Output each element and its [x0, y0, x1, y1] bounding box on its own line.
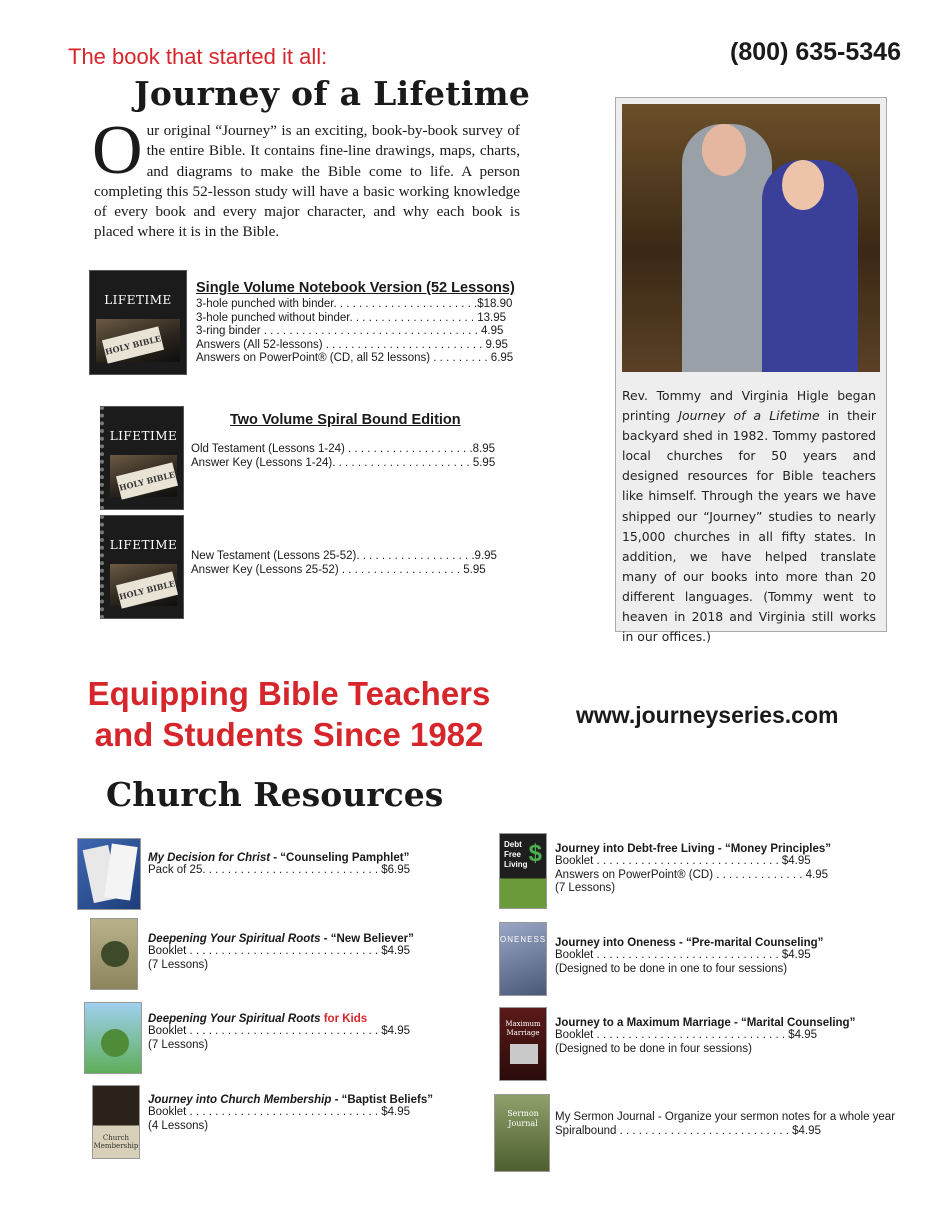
maximum-marriage-thumbnail: Maximum Marriage	[499, 1007, 547, 1081]
price-line: 3-hole punched without binder. . . . . . . . . . . . . . . . . . . . 13.95	[196, 311, 507, 324]
old-testament-cover	[100, 406, 184, 510]
price-line: Answer Key (Lessons 25-52) . . . . . . . . . . . . . . . . . . . 5.95	[191, 563, 486, 576]
price-line: 3-hole punched with binder. . . . . . . . . . . . . . . . . . . . . . .$18.90	[196, 298, 513, 310]
intro-text: ur original “Journey” is an exciting, book-by-book survey of the entire Bible. It contains fine-line drawings, maps, charts, and diagrams to make the Bible come to life. A person completing this 52-lesson study will have a basic working knowledge of every book and every major character, and why each book is placed where it is in the Bible.	[94, 122, 520, 241]
website-url[interactable]: www.journeyseries.com	[576, 702, 839, 728]
single-volume-title: Single Volume Notebook Version (52 Lessons)	[196, 280, 515, 296]
price-line: New Testament (Lessons 25-52). . . . . . . . . . . . . . . . . . .9.95	[191, 550, 497, 562]
cover-title: LIFETIME	[109, 429, 178, 443]
cover-badge: HOLY BIBLE	[116, 571, 178, 608]
sermon-journal-thumbnail: Sermon Journal	[494, 1094, 550, 1172]
phone-number: (800) 635-5346	[730, 38, 901, 66]
roots-kids-thumbnail	[84, 1002, 142, 1074]
single-volume-pricing	[196, 280, 534, 366]
cover-badge: HOLY BIBLE	[102, 326, 164, 363]
price-line: Answer Key (Lessons 1-24). . . . . . . . . . . . . . . . . . . . . . 5.95	[191, 456, 496, 469]
new-testament-pricing	[191, 550, 497, 577]
drop-cap: O	[92, 112, 143, 189]
founders-caption: Rev. Tommy and Virginia Higle began printing Journey of a Lifetime in their backyard shed in 1982. Tommy pastored local churches for 50 years and designed resources for Bible teachers like himself. Through the years we have shipped our “Journey” studies to nearly 15,000 churches in all fifty states. In addition, we have helped translate many of our books into more than 20 different languages. (Tommy went to heaven in 2018 and Virginia still works in our offices.)	[622, 388, 876, 645]
founders-photo	[622, 104, 880, 372]
resource-item: My Decision for Christ - “Counseling Pamphlet” Pack of 25. . . . . . . . . . . . . . . . . . . . . . . . . . . . $6.95	[148, 852, 411, 876]
slogan: Equipping Bible Teachers and Students Since 1982	[87, 675, 491, 753]
debt-free-thumbnail: Debt Free Living $	[499, 833, 547, 909]
tagline: The book that started it all:	[68, 44, 328, 69]
resource-item: Journey to a Maximum Marriage - “Marital Counseling” Booklet . . . . . . . . . . . . . . . . . . . . . . . . . . . . . . $4.95 (Designed to be done in four sessions)	[555, 1017, 856, 1055]
product-title: Journey of a Lifetime	[134, 74, 531, 113]
pamphlet-thumbnail	[77, 838, 141, 910]
roots-thumbnail	[90, 918, 138, 990]
resource-item: Journey into Debt-free Living - “Money Principles” Booklet . . . . . . . . . . . . . . . . . . . . . . . . . . . . . $4.95 Answers on PowerPoint® (CD) . . . . . . . . . . . . . . 4.95 (7 Lessons)	[555, 843, 832, 894]
price-line: Answers on PowerPoint® (CD, all 52 lessons) . . . . . . . . . 6.95	[196, 352, 514, 364]
old-testament-pricing	[191, 443, 495, 470]
cover-title: LIFETIME	[109, 538, 178, 552]
resource-item: My Sermon Journal - Organize your sermon notes for a whole year Spiralbound . . . . . . . . . . . . . . . . . . . . . . . . . . . $4.95	[555, 1111, 896, 1137]
resource-item: Deepening Your Spiritual Roots - “New Believer” Booklet . . . . . . . . . . . . . . . . . . . . . . . . . . . . . . $4.95 (7 Lessons)	[148, 933, 414, 971]
two-volume-title: Two Volume Spiral Bound Edition	[230, 412, 461, 428]
intro-paragraph	[92, 112, 520, 243]
church-membership-thumbnail: Church Membership	[92, 1085, 140, 1159]
new-testament-cover	[100, 515, 184, 619]
oneness-thumbnail: ONENESS	[499, 922, 547, 996]
church-resources-heading: Church Resources	[106, 775, 444, 814]
price-line: 3-ring binder . . . . . . . . . . . . . . . . . . . . . . . . . . . . . . . . . . 4.95	[196, 325, 504, 337]
cover-title: LIFETIME	[104, 293, 172, 307]
resource-item: Deepening Your Spiritual Roots for Kids Booklet . . . . . . . . . . . . . . . . . . . . . . . . . . . . . . $4.95 (7 Lessons)	[148, 1013, 411, 1051]
single-volume-cover	[89, 270, 187, 375]
resource-item: Journey into Church Membership - “Baptist Beliefs” Booklet . . . . . . . . . . . . . . . . . . . . . . . . . . . . . . $4.95 (4 Lessons)	[148, 1094, 433, 1132]
price-line: Answers (All 52-lessons) . . . . . . . . . . . . . . . . . . . . . . . . . 9.95	[196, 338, 508, 351]
resource-item: Journey into Oneness - “Pre-marital Counseling” Booklet . . . . . . . . . . . . . . . . . . . . . . . . . . . . . $4.95 (Designed to be done in one to four sessions)	[555, 937, 824, 975]
price-line: Old Testament (Lessons 1-24) . . . . . . . . . . . . . . . . . . . .8.95	[191, 443, 496, 455]
cover-badge: HOLY BIBLE	[116, 462, 178, 499]
